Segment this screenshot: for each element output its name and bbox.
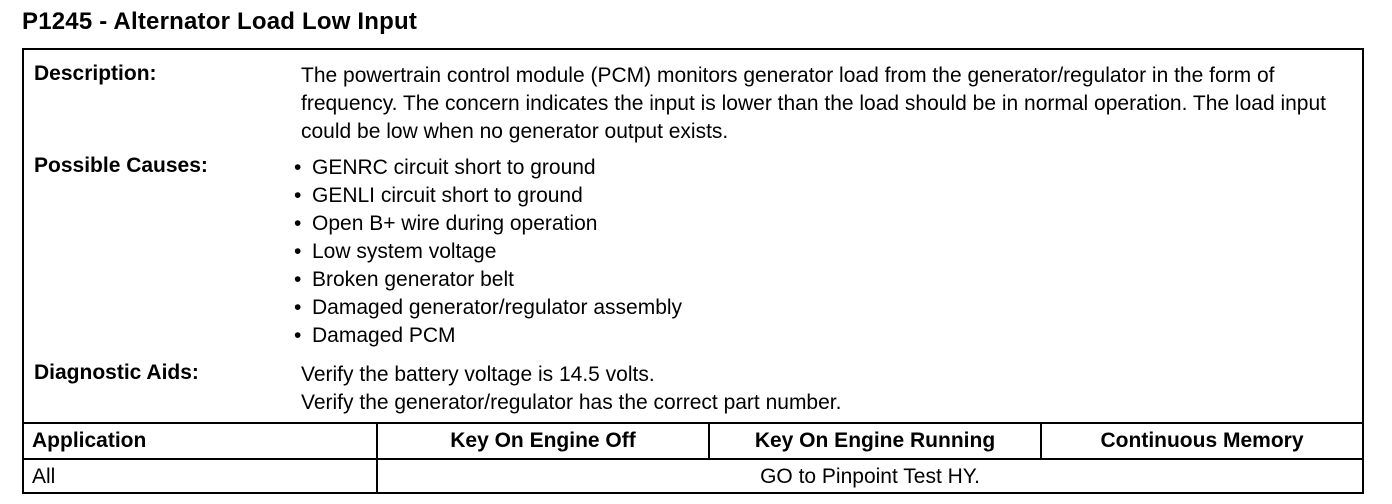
dtc-info-table — [22, 48, 1364, 494]
diagnostic-aids-content — [301, 361, 1354, 417]
possible-causes-content — [292, 154, 1354, 350]
cell-action: GO to Pinpoint Test HY. — [376, 460, 1362, 494]
list-item: • Damaged generator/regulator assembly — [292, 294, 1354, 322]
list-item: • Open B+ wire during operation — [292, 210, 1354, 238]
info-section — [24, 50, 1362, 420]
list-item: • Damaged PCM — [292, 322, 1354, 350]
list-item: • GENLI circuit short to ground — [292, 182, 1354, 210]
possible-causes-label: Possible Causes: — [34, 154, 208, 177]
header-key-on-engine-off: Key On Engine Off — [376, 424, 708, 460]
diagnostic-aid-line: Verify the generator/regulator has the correct part number. — [301, 391, 842, 414]
possible-causes-list — [292, 154, 1354, 350]
cell-application: All — [32, 465, 56, 488]
diagnostic-aids-label: Diagnostic Aids: — [34, 361, 199, 384]
header-key-on-engine-running: Key On Engine Running — [708, 424, 1040, 460]
description-label: Description: — [34, 62, 157, 85]
page-title: P1245 - Alternator Load Low Input — [22, 8, 418, 35]
header-continuous-memory: Continuous Memory — [1040, 424, 1362, 460]
list-item: • Low system voltage — [292, 238, 1354, 266]
description-text: The powertrain control module (PCM) monitors generator load from the generator/regulator in the form of frequency. The concern indicates the input is lower than the load should be in normal operation. The load input could be low when no generator output exists. — [301, 64, 1326, 143]
test-grid — [24, 422, 1362, 494]
header-application: Application — [24, 424, 376, 460]
diagnostic-aid-line: Verify the battery voltage is 14.5 volts. — [301, 363, 655, 386]
list-item: • Broken generator belt — [292, 266, 1354, 294]
list-item: • GENRC circuit short to ground — [292, 154, 1354, 182]
